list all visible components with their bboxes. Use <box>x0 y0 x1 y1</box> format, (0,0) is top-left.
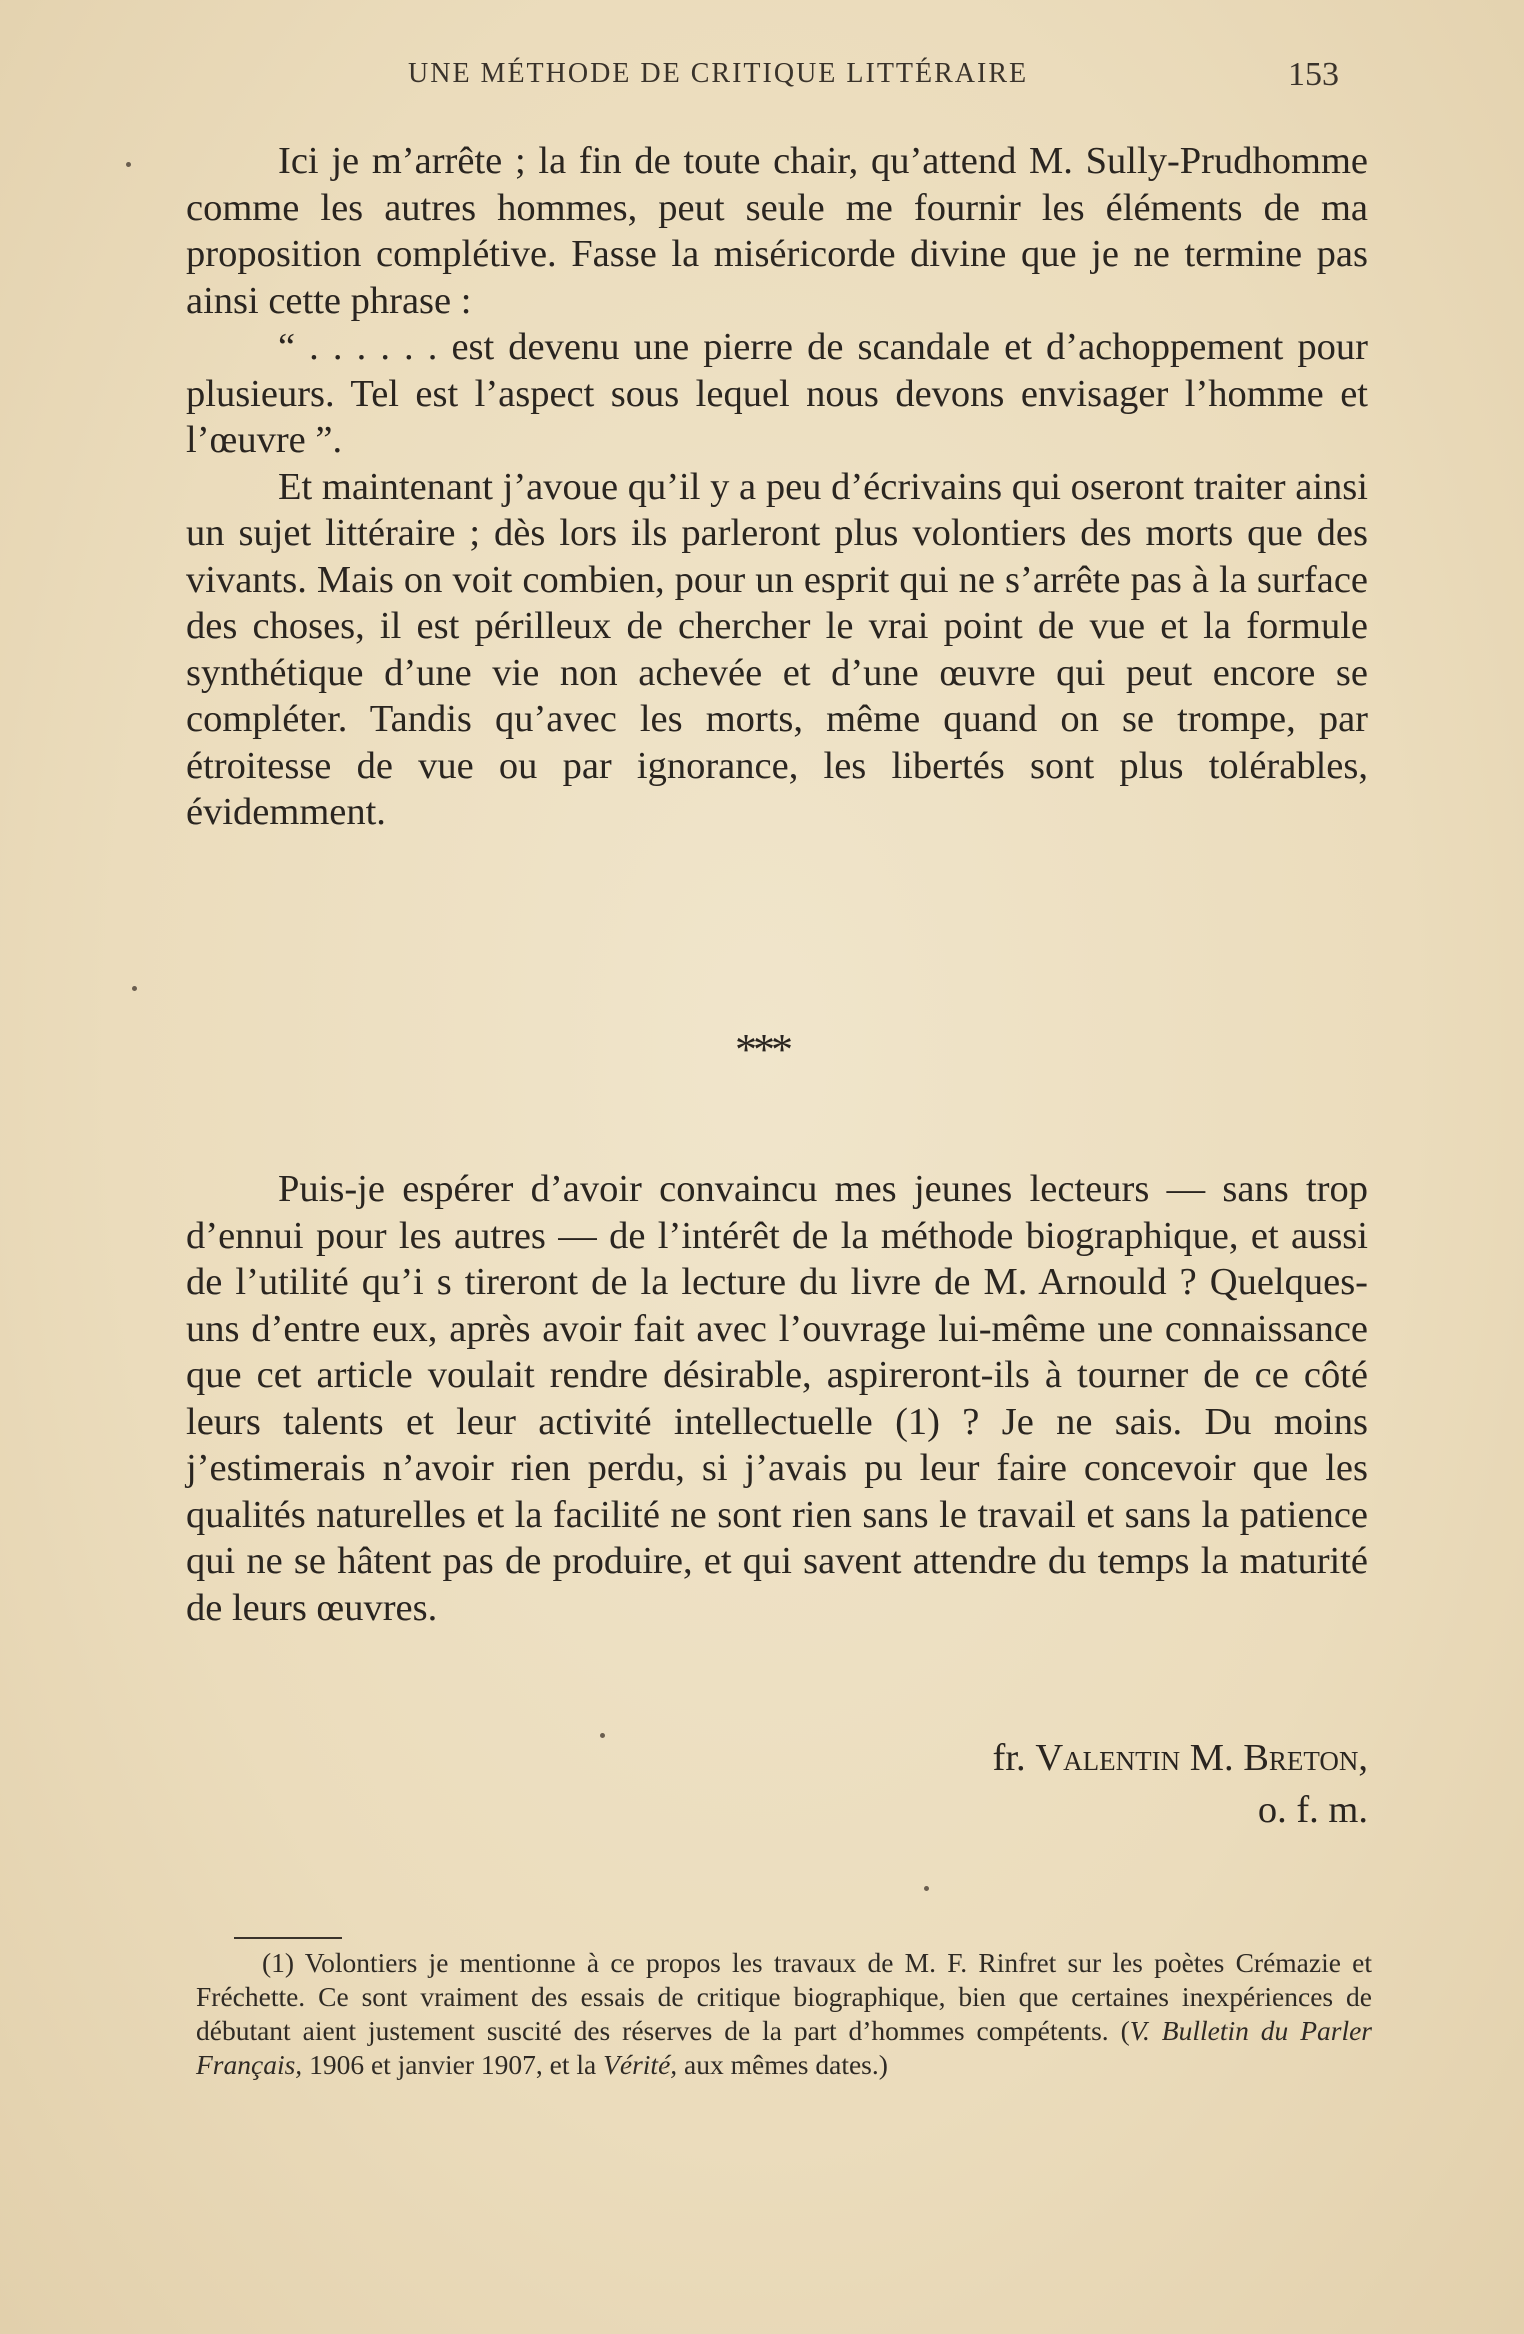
section-separator-asterism: *** <box>735 1025 789 1074</box>
text-block-upper <box>186 138 1368 836</box>
paper-speck <box>924 1886 929 1891</box>
religious-order: o. f. m. <box>1257 1789 1368 1831</box>
paper-speck <box>126 162 131 167</box>
footnote-segment: aux mêmes dates.) <box>677 2049 888 2080</box>
signature-name-line <box>776 1732 1368 1784</box>
text-block-lower <box>186 1166 1368 1631</box>
footnote-segment: (1) Volontiers je mentionne à ce propos les travaux de M. F. Rinfret sur les poètes Crémazie et Fréchette. Ce sont vraiment des essais de critique biographique, bien que certaines inexpériences de débutant aient justement suscité des réserves de la part d’hommes compétents. ( <box>196 1947 1372 2046</box>
footnote <box>196 1946 1372 2082</box>
quoted-passage: “ . . . . . . est devenu une pierre de scandale et d’achoppement pour plusieurs. Tel est l’aspect sous lequel nous devons envisager l’homme et l’œuvre ”. <box>186 326 1368 461</box>
paper-speck <box>132 986 137 991</box>
footnote-source: Vérité, <box>603 2049 678 2080</box>
running-title: UNE MÉTHODE DE CRITIQUE LITTÉRAIRE <box>408 58 1029 89</box>
footnote-text <box>196 1946 1372 2082</box>
author-name: Valentin M. Breton, <box>1035 1737 1368 1779</box>
paragraph: Et maintenant j’avoue qu’il y a peu d’écrivains qui oseront traiter ainsi un sujet littéraire ; dès lors ils parleront plus volontiers des morts que des vivants. Mais on voit combien, pour un esprit qui ne s’arrête pas à la surface des choses, il est périlleux de chercher le vrai point de vue et la formule synthétique d’une vie non achevée et d’une œuvre qui peut encore se compléter. Tandis qu’avec les morts, même quand on se trompe, par étroitesse de vue ou par ignorance, les libertés sont plus tolérables, évidemment. <box>186 465 1368 833</box>
footnote-rule <box>234 1937 342 1939</box>
paper-speck <box>600 1733 605 1738</box>
signature-prefix: fr. <box>992 1737 1026 1779</box>
paragraph: Ici je m’arrête ; la fin de toute chair, qu’attend M. Sully-Prudhomme comme les autres hommes, peut seule me fournir les éléments de ma proposition complétive. Fasse la miséricorde divine que je ne termine pas ainsi cette phrase : <box>186 140 1368 322</box>
page-number: 153 <box>1288 56 1339 93</box>
signature <box>776 1732 1368 1836</box>
footnote-source: V. Bulletin du Parler Français, <box>196 2015 1372 2080</box>
footnote-segment: 1906 et janvier 1907, et la <box>302 2049 604 2080</box>
paragraph: Puis-je espérer d’avoir convaincu mes jeunes lecteurs — sans trop d’ennui pour les autres — de l’intérêt de la méthode biographique, et aussi de l’utilité qu’i s tireront de la lecture du livre de M. Arnould ? Quelques-uns d’entre eux, après avoir fait avec l’ouvrage lui-même une connaissance que cet article voulait rendre désirable, aspireront-ils à tourner de ce côté leurs talents et leur activité intellectuelle (1) ? Je ne sais. Du moins j’estimerais n’avoir rien perdu, si j’avais pu leur faire concevoir que les qualités naturelles et la facilité ne sont rien sans le travail et sans la patience qui ne se hâtent pas de produire, et qui savent attendre du temps la maturité de leurs œuvres. <box>186 1168 1368 1629</box>
